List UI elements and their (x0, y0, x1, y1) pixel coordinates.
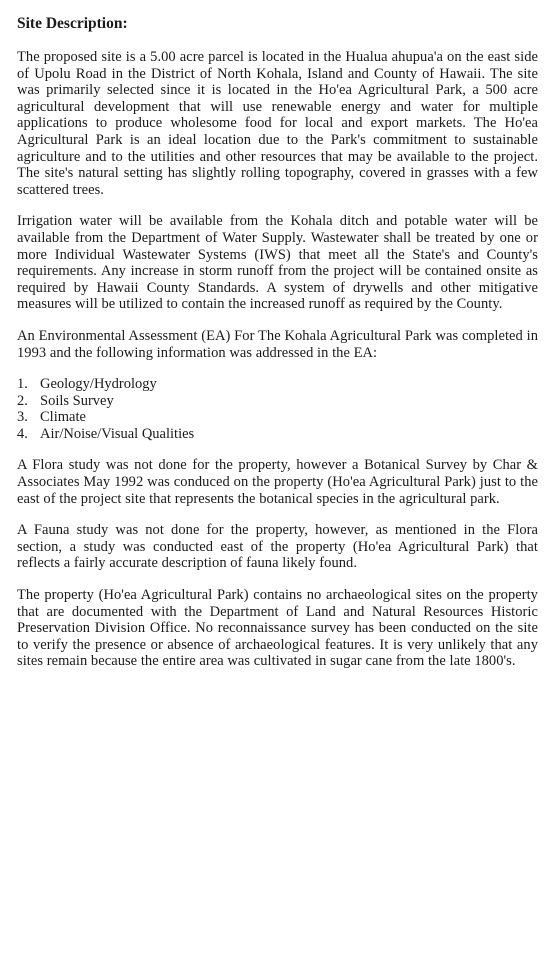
list-item-number: 4. (17, 425, 28, 442)
list-item (17, 409, 538, 426)
list-item (17, 376, 538, 393)
list-item-text: Air/Noise/Visual Qualities (40, 425, 195, 442)
flora-paragraph: A Flora study was not done for the property, however a Botanical Survey by Char & Associates May 1992 was conduced on the property (Ho'ea Agricultural Park) just to the east of the project site that represents the botanical species in the agricultural park. (17, 457, 538, 507)
list-item-number: 2. (17, 392, 28, 409)
list-item (17, 426, 538, 443)
site-location-paragraph: The proposed site is a 5.00 acre parcel is located in the Hualua ahupua'a on the east side of Upolu Road in the District of North Kohala, Island and County of Hawaii. The site was primarily selected since it is located in the Ho'ea Agricultural Park, a 500 acre agricultural development that will use renewable energy and water for multiple applications to produce wholesome food for local and export markets. The Ho'ea Agricultural Park is an ideal location due to the Park's commitment to sustainable agriculture and to the utilities and other resources that may be available to the project. The site's natural setting has slightly rolling topography, covered in grasses with a few scattered trees. (17, 49, 538, 198)
list-item-text: Soils Survey (40, 392, 114, 409)
list-item (17, 393, 538, 410)
list-item-text: Geology/Hydrology (40, 376, 157, 393)
ea-topics-list (17, 376, 538, 442)
utilities-paragraph: Irrigation water will be available from the Kohala ditch and potable water will be available from the Department of Water Supply. Wastewater shall be treated by one or more Individual Wastewater Systems (IWS) that meet all the State's and County's requirements. Any increase in storm runoff from the project will be contained onsite as required by Hawaii County Standards. A system of drywells and other mitigative measures will be utilized to contain the increased runoff as required by the County. (17, 213, 538, 313)
archaeology-paragraph: The property (Ho'ea Agricultural Park) contains no archaeological sites on the property that are documented with the Department of Land and Natural Resources Historic Preservation Division Office. No reconnaissance survey has been conducted on the site to verify the presence or absence of archaeological features. It is very unlikely that any sites remain because the entire area was cultivated in sugar cane from the late 1800's. (17, 587, 538, 670)
list-item-text: Climate (40, 409, 86, 426)
environmental-assessment-paragraph: An Environmental Assessment (EA) For The Kohala Agricultural Park was completed in 1993 and the following information was addressed in the EA: (17, 327, 538, 361)
list-item-number: 3. (17, 409, 28, 426)
list-item-number: 1. (17, 376, 28, 393)
section-heading: Site Description: (17, 15, 128, 32)
fauna-paragraph: A Fauna study was not done for the property, however, as mentioned in the Flora section, a study was conducted east of the property (Ho'ea Agricultural Park) that reflects a fairly accurate description of fauna likely found. (17, 522, 538, 572)
